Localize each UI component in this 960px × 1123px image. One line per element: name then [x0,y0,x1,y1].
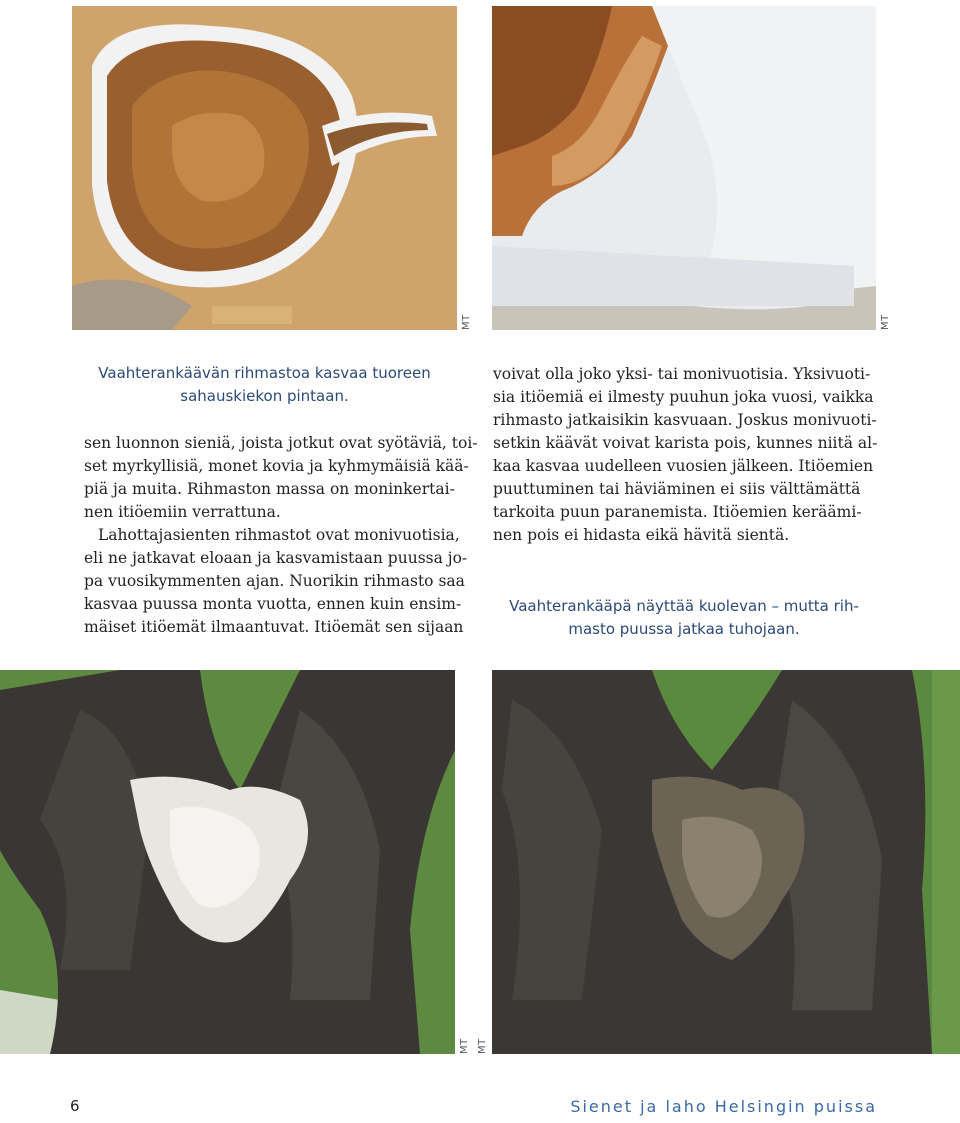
text-line: kaa kasvaa uudelleen vuosien jälkeen. Itiöemien [493,457,874,475]
photo-log-cross-section [72,6,457,330]
caption-line: masto puussa jatkaa tuhojaan. [568,620,800,638]
text-line: nen itiöemiin verrattuna. [84,503,281,521]
text-line: nen pois ei hidasta eikä hävitä sientä. [493,526,790,544]
text-line: kasvaa puussa monta vuotta, ennen kuin ensim- [84,595,462,613]
body-text-right-column [493,363,877,547]
caption-line: Vaahterankääpä näyttää kuolevan – mutta rih- [509,597,859,615]
text-line: piä ja muita. Rihmaston massa on moninkertai- [84,480,455,498]
photo-tree-fork-after [492,670,960,1054]
text-line: mäiset itiöemät ilmaantuvat. Itiöemät sen sijaan [84,618,464,636]
footer-publication-title: Sienet ja laho Helsingin puissa [570,1097,877,1116]
caption-line: sahauskiekon pintaan. [180,387,349,405]
text-line: Lahottajasienten rihmastot ovat monivuotisia, [98,526,460,544]
photo-credit: MT [880,314,891,330]
photo-mycelium-mat [492,6,876,330]
body-text-left-column [84,432,478,639]
page-number: 6 [70,1097,80,1115]
caption-tree-photos [492,595,876,641]
photo-credit: MT [459,1038,470,1054]
text-line: rihmasto jatkaisikin kasvuaan. Joskus monivuoti- [493,411,877,429]
photo-credit: MT [461,314,472,330]
photo-tree-fork-with-fungus [0,670,455,1054]
text-line: setkin käävät voivat karista pois, kunnes niitä al- [493,434,878,452]
text-line: eli ne jatkavat eloaan ja kasvamistaan puussa jo- [84,549,468,567]
text-line: puuttuminen tai häviäminen ei siis välttämättä [493,480,861,498]
photo-credit: MT [477,1038,488,1054]
caption-log-photo [72,362,457,408]
text-line: pa vuosikymmenten ajan. Nuorikin rihmasto saa [84,572,465,590]
text-line: sen luonnon sieniä, joista jotkut ovat syötäviä, toi- [84,434,478,452]
text-line: tarkoita puun paranemista. Itiöemien keräämi- [493,503,862,521]
text-line: set myrkyllisiä, monet kovia ja kyhmymäisiä kää- [84,457,469,475]
text-line: voivat olla joko yksi- tai monivuotisia. Yksivuoti- [493,365,871,383]
caption-line: Vaahterankäävän rihmastoa kasvaa tuoreen [98,364,431,382]
text-line: sia itiöemiä ei ilmesty puuhun joka vuosi, vaikka [493,388,874,406]
